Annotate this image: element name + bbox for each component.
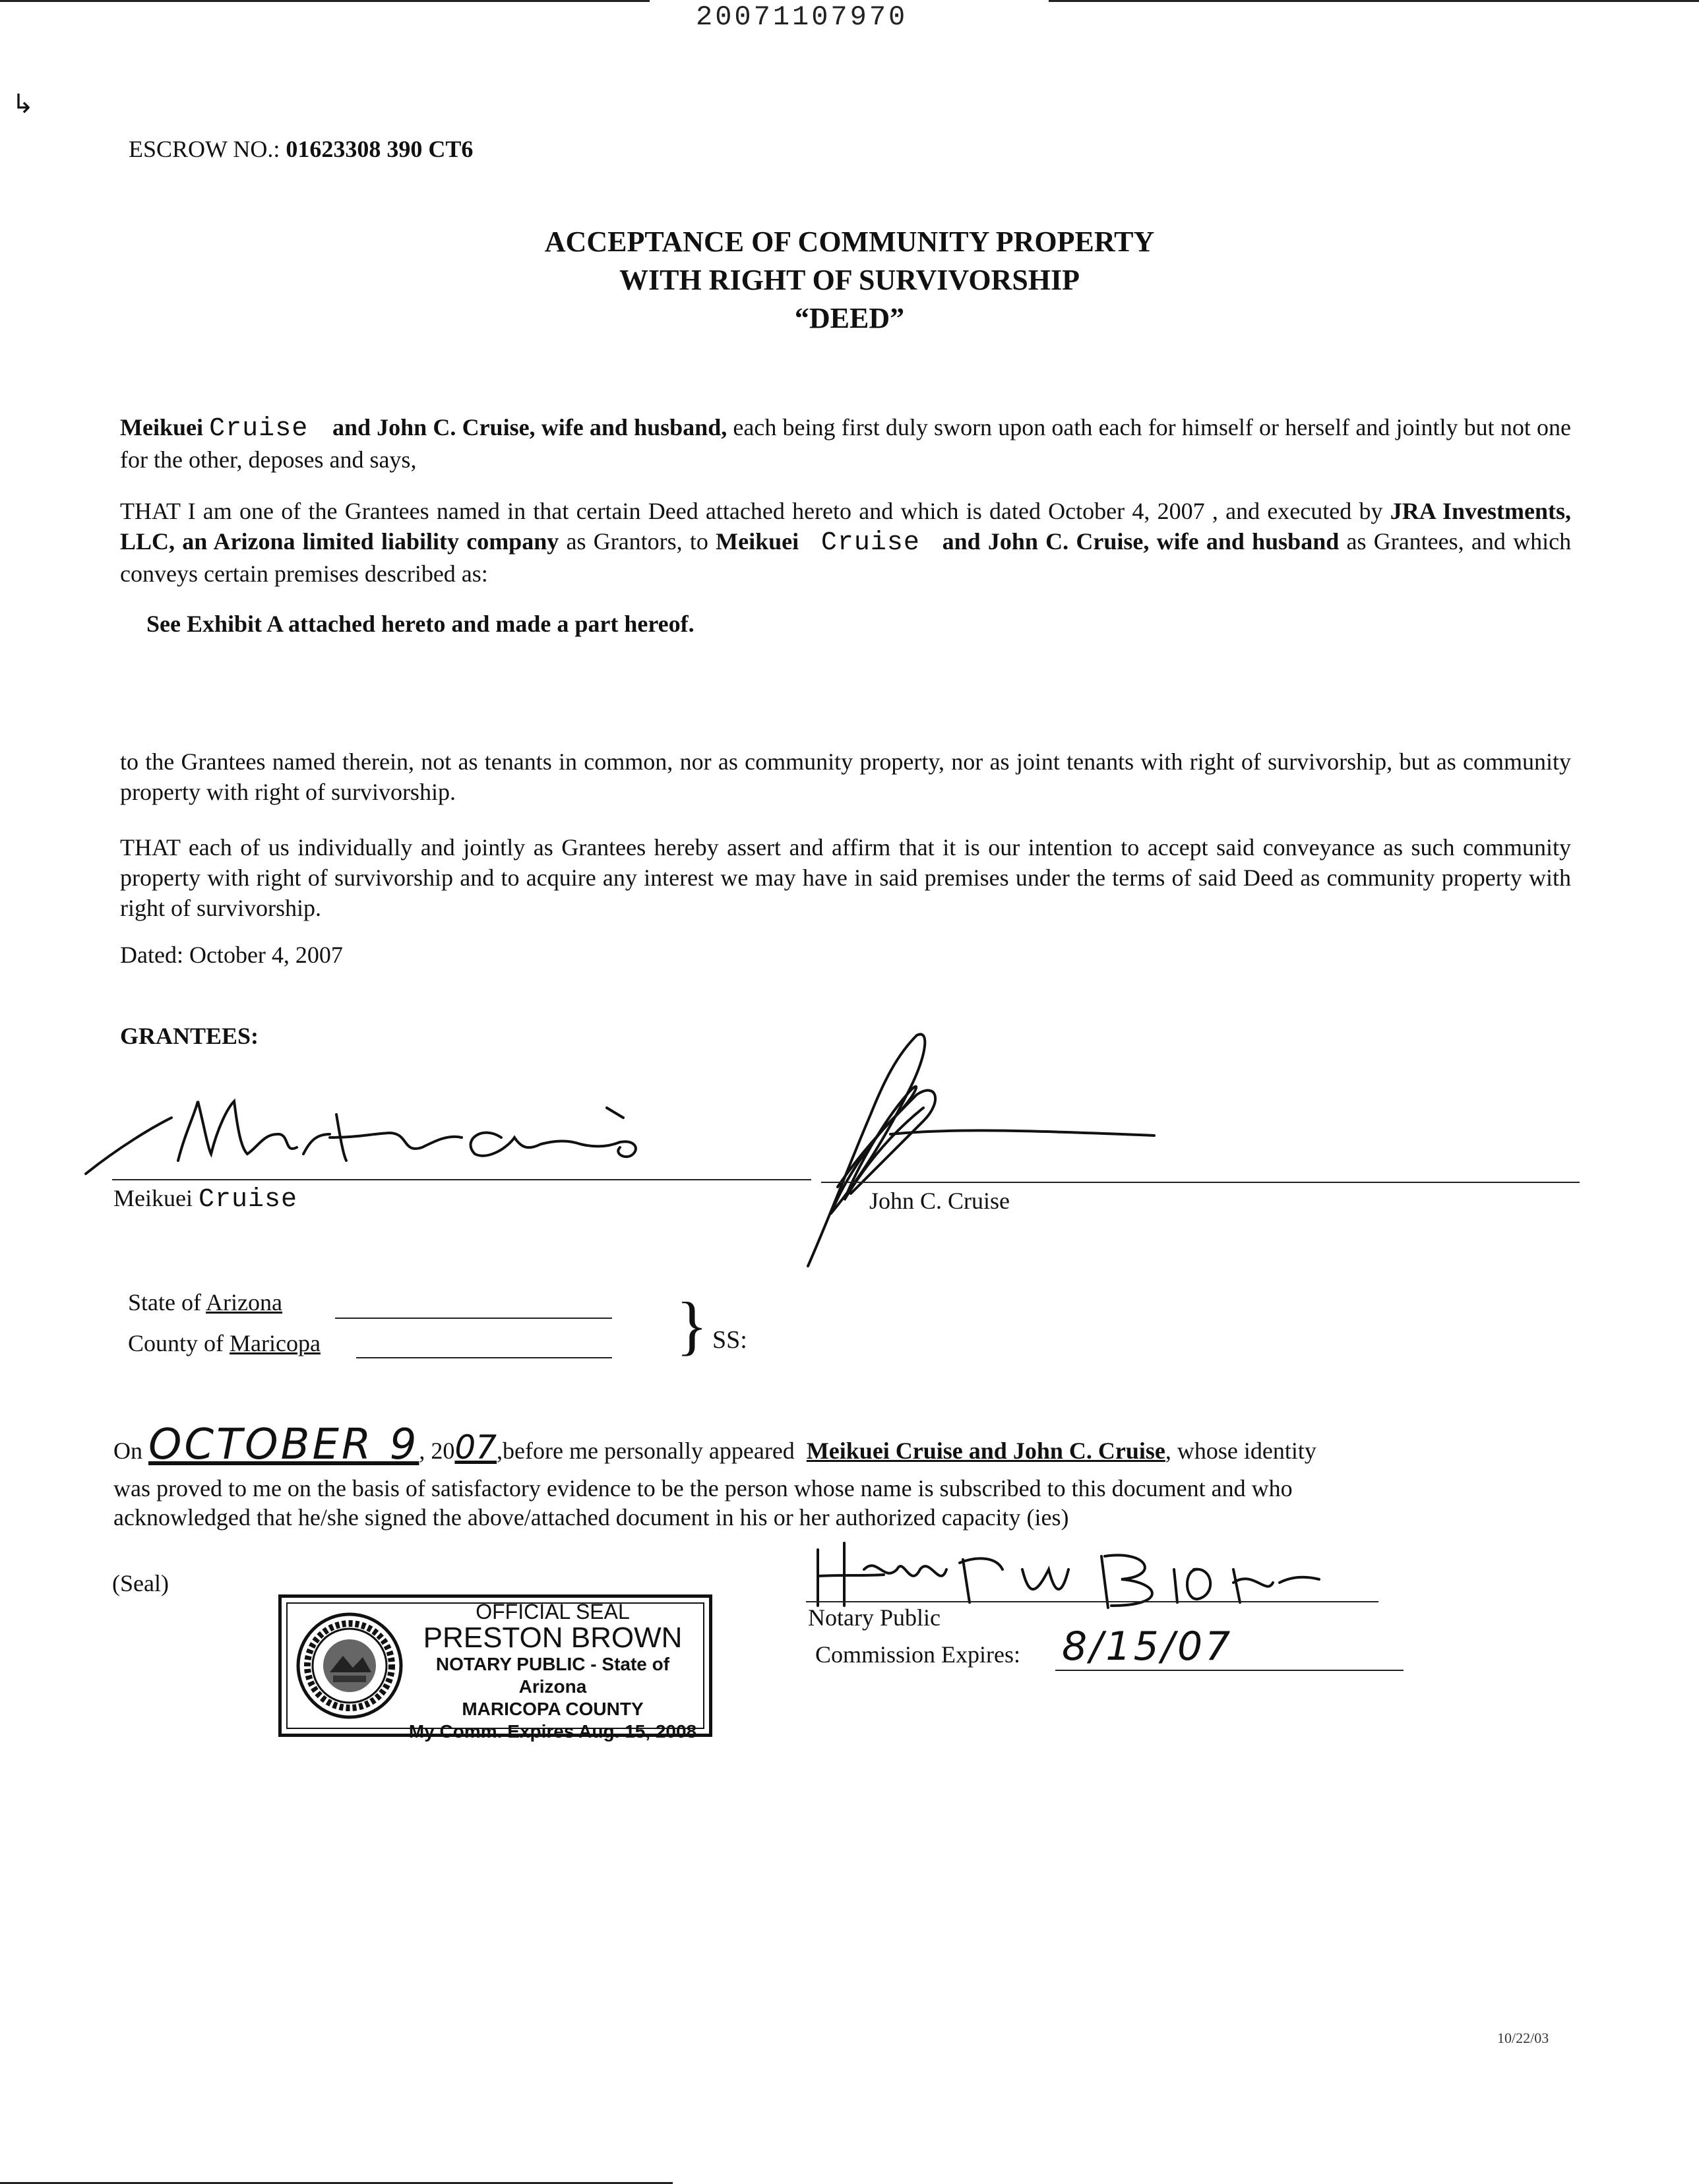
escrow-label: ESCROW NO.: bbox=[129, 136, 280, 162]
title-line-2: WITH RIGHT OF SURVIVORSHIP bbox=[619, 264, 1080, 296]
ack-line-2: was proved to me on the basis of satisfactory evidence to be the person whose name is subscribed to this document and who bbox=[113, 1475, 1293, 1502]
escrow-number: 01623308 390 CT6 bbox=[286, 136, 474, 162]
signature-line-left bbox=[112, 1179, 811, 1180]
ack-rest-line1: , whose identity bbox=[1165, 1438, 1316, 1464]
document-title bbox=[0, 223, 1699, 338]
deed-grantor: JRA Investments, LLC, an Arizona limited liability company bbox=[120, 498, 1571, 555]
notary-stamp-text bbox=[400, 1600, 705, 1743]
seal-label: (Seal) bbox=[112, 1570, 169, 1596]
top-rule-right bbox=[1049, 0, 1699, 2]
intro-rest: each being first duly sworn upon oath each for himself or herself and jointly but not one for the other, deposes and says, bbox=[120, 414, 1572, 473]
ack-handwritten-date: OCTOBER 9 bbox=[148, 1420, 419, 1469]
venue-state-label: State of bbox=[128, 1289, 201, 1316]
intro-grantee2: and John C. Cruise, wife and husband, bbox=[332, 414, 727, 440]
venue-county-value: Maricopa bbox=[230, 1330, 321, 1356]
intro-grantee1-first: Meikuei bbox=[120, 414, 203, 440]
venue-state-value: Arizona bbox=[206, 1289, 282, 1316]
arizona-state-seal-icon bbox=[293, 1610, 406, 1722]
deed-part2: as Grantors, to bbox=[566, 528, 708, 555]
ack-on: On bbox=[113, 1438, 142, 1464]
venue-county bbox=[128, 1329, 321, 1357]
deed-paragraph bbox=[120, 496, 1571, 589]
exhibit-reference: See Exhibit A attached hereto and made a part hereof. bbox=[146, 611, 695, 637]
ack-line-3: acknowledged that he/she signed the above/attached document in his or her authorized capacity (ies) bbox=[113, 1504, 1069, 1531]
signature-line-right bbox=[821, 1182, 1580, 1183]
stamp-line-2: PRESTON BROWN bbox=[423, 1622, 683, 1654]
ack-line-1 bbox=[113, 1420, 1584, 1469]
signature-john bbox=[791, 1016, 1220, 1279]
ack-year-prefix: , 20 bbox=[419, 1438, 455, 1464]
stamp-line-5: My Comm. Expires Aug. 15, 2008 bbox=[408, 1721, 697, 1742]
stamp-line-4: MARICOPA COUNTY bbox=[462, 1699, 644, 1719]
venue-brace: } bbox=[676, 1289, 708, 1362]
intro-grantee1-last: Cruise bbox=[209, 414, 309, 444]
deed-grantee2: and John C. Cruise, wife and husband bbox=[942, 528, 1340, 555]
top-rule-left bbox=[0, 0, 650, 2]
tenancy-paragraph: to the Grantees named therein, not as tenants in common, nor as community property, nor as joint tenants with right of survivorship, but as community property with right of survivorship. bbox=[120, 748, 1571, 805]
venue-ss: SS: bbox=[712, 1326, 747, 1354]
intro-paragraph bbox=[120, 412, 1571, 475]
ack-names: Meikuei Cruise and John C. Cruise bbox=[806, 1438, 1165, 1464]
notary-stamp bbox=[278, 1594, 712, 1742]
form-code: 10/22/03 bbox=[1497, 2030, 1549, 2046]
title-line-1: ACCEPTANCE OF COMMUNITY PROPERTY bbox=[544, 226, 1155, 258]
intent-paragraph: THAT each of us individually and jointly as Grantees hereby assert and affirm that it is our intention to accept said conveyance as such community property with right of survivorship and to acquire any interest we may have in said premises under the terms of said Deed as community property with right of survivorship. bbox=[120, 834, 1571, 921]
title-line-3: “DEED” bbox=[794, 302, 905, 334]
dated-line: Dated: October 4, 2007 bbox=[120, 942, 343, 968]
ack-appeared: ,before me personally appeared bbox=[497, 1438, 795, 1464]
venue-state-line bbox=[335, 1318, 612, 1319]
deed-part3: as Grantees, and which conveys certain premises described as: bbox=[120, 528, 1572, 587]
signer-left-first: Meikuei bbox=[113, 1185, 193, 1211]
ack-handwritten-year: 07 bbox=[454, 1428, 497, 1467]
commission-expires-handwritten: 8/15/07 bbox=[1062, 1623, 1233, 1670]
signer-left-last: Cruise bbox=[198, 1185, 298, 1215]
venue-county-line bbox=[356, 1357, 612, 1358]
notary-signature-line bbox=[806, 1601, 1378, 1602]
deed-grantee1-first: Meikuei bbox=[716, 528, 799, 555]
venue-state bbox=[128, 1289, 282, 1316]
commission-expires-line bbox=[1055, 1670, 1404, 1671]
deed-grantee1-last: Cruise bbox=[820, 528, 920, 558]
escrow-line bbox=[129, 135, 473, 163]
page-mark: ↳ bbox=[12, 89, 34, 119]
notary-public-label: Notary Public bbox=[808, 1604, 941, 1631]
signature-meikuei bbox=[79, 1055, 660, 1187]
stamp-line-1: OFFICIAL SEAL bbox=[476, 1600, 630, 1623]
signer-right-name: John C. Cruise bbox=[869, 1188, 1010, 1214]
document-number: 20071107970 bbox=[696, 1, 908, 33]
venue-county-label: County of bbox=[128, 1330, 224, 1356]
deed-part1: THAT I am one of the Grantees named in that certain Deed attached hereto and which is dated October 4, 2007 , and executed by bbox=[120, 498, 1383, 524]
notary-signature bbox=[805, 1530, 1332, 1616]
stamp-line-3: NOTARY PUBLIC - State of Arizona bbox=[435, 1654, 670, 1697]
commission-expires-label: Commission Expires: bbox=[815, 1641, 1021, 1668]
signer-left-name bbox=[113, 1184, 297, 1215]
grantees-heading: GRANTEES: bbox=[120, 1023, 259, 1049]
